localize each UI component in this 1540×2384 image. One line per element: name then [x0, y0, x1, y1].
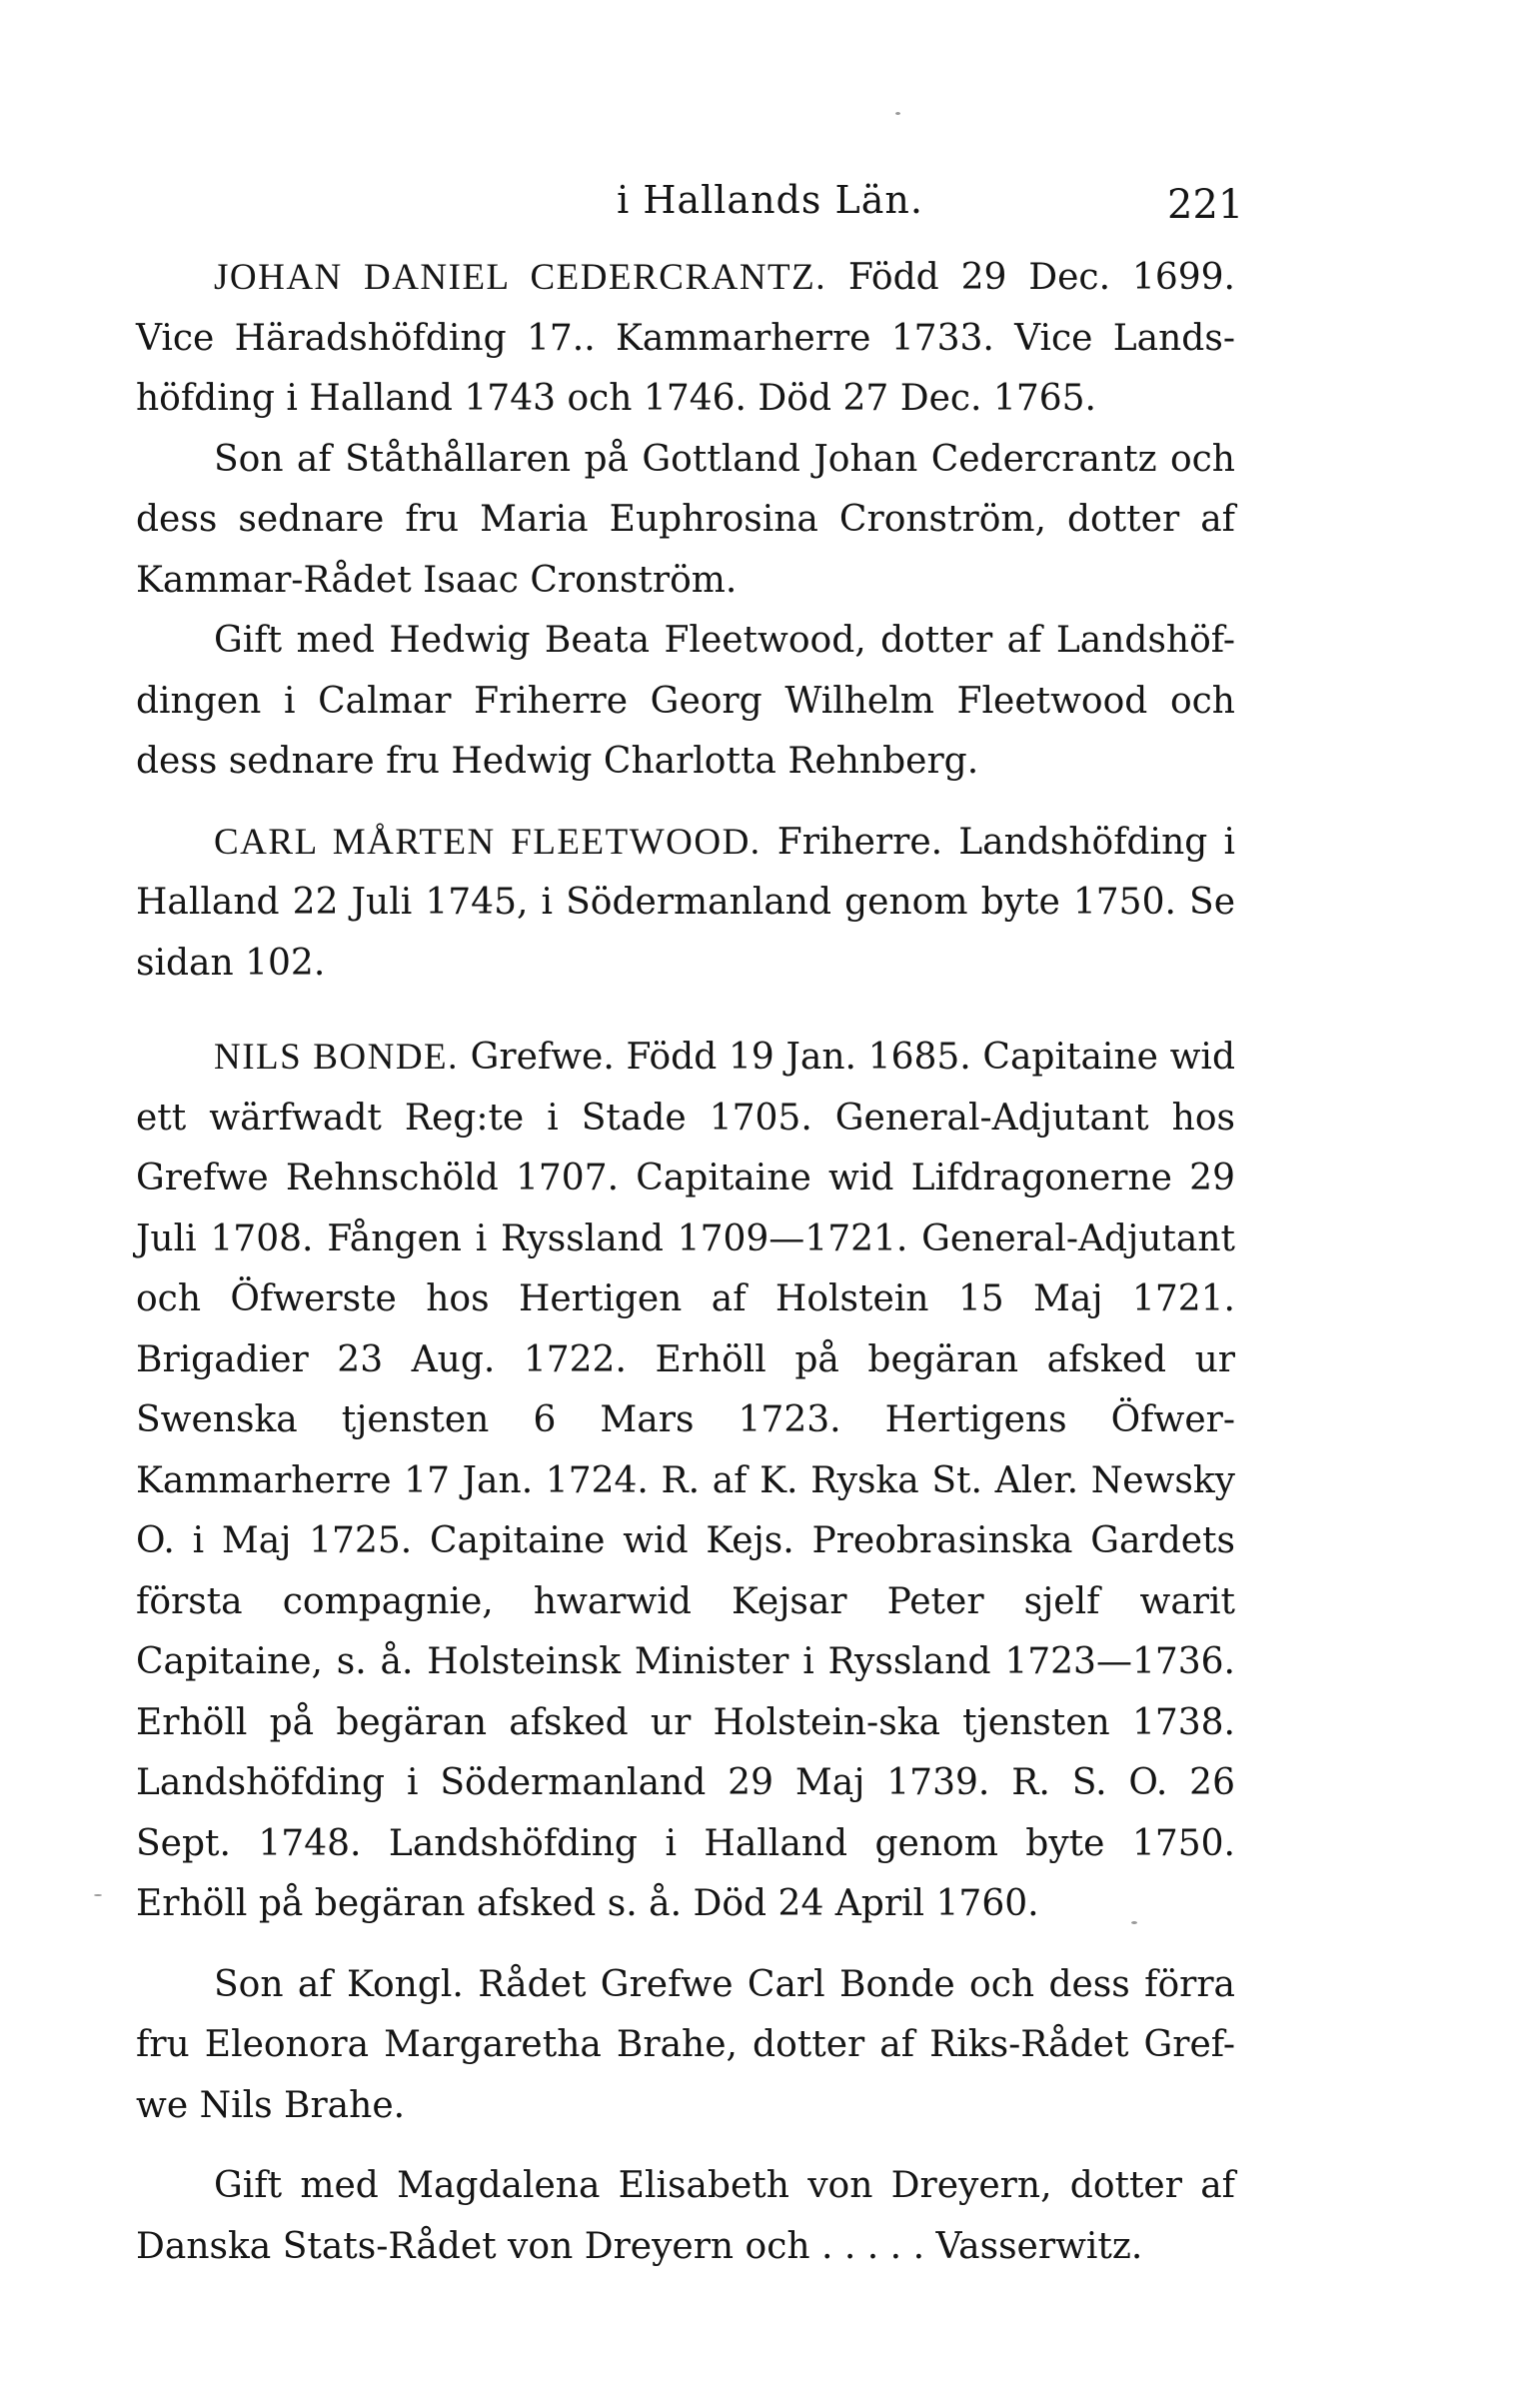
entry-marriage: [136, 611, 1235, 793]
running-title: i Hallands Län.: [617, 178, 923, 222]
person-name: CARL MÅRTEN FLEETWOOD.: [214, 821, 762, 863]
entry-text: Gift med Magdalena Elisabeth von Dreyern, dotter af Danska Stats-Rådet von Dreyern och . . . . . Vasserwitz.: [136, 2165, 1235, 2267]
entry-text: Född 29 Dec. 1699. Vice Häradshöfding 17.. Kammarherre 1733. Vice Lands-höfding i Halland 1743 och 1746. Död 27 Dec. 1765.: [136, 257, 1235, 419]
person-name: JOHAN DANIEL CEDERCRANTZ.: [214, 257, 827, 298]
entry-text: Son af Kongl. Rådet Grefwe Carl Bonde och dess förra fru Eleonora Margaretha Brahe, dotter af Riks-Rådet Gref-we Nils Brahe.: [136, 1963, 1235, 2126]
entry-fleetwood: [136, 813, 1235, 995]
scan-speck: [895, 112, 900, 115]
person-name: NILS BONDE.: [214, 1037, 459, 1078]
entry-bonde: [136, 1028, 1235, 1935]
entry-marriage: [136, 2156, 1235, 2277]
entry-text: Friherre. Landshöfding i Halland 22 Juli 1745, i Södermanland genom byte 1750. Se sidan 102.: [136, 821, 1235, 984]
scan-speck: [1131, 1921, 1137, 1924]
entry-parentage: [136, 430, 1235, 612]
entry-text: Gift med Hedwig Beata Fleetwood, dotter af Landshöf-dingen i Calmar Friherre Georg Wilhelm Fleetwood och dess sednare fru Hedwig Charlotta Rehnberg.: [136, 620, 1235, 782]
body-text: [136, 248, 1235, 2277]
page-number: 221: [1167, 182, 1244, 228]
entry-text: Son af Ståthållaren på Gottland Johan Cedercrantz och dess sednare fru Maria Euphrosina Cronström, dotter af Kammar-Rådet Isaac Cronström.: [136, 438, 1235, 601]
entry-parentage: [136, 1955, 1235, 2137]
entry-text: Grefwe. Född 19 Jan. 1685. Capitaine wid ett wärfwadt Reg:te i Stade 1705. General-Adjutant hos Grefwe Rehnschöld 1707. Capitaine wid Lifdragonerne 29 Juli 1708. Fången i Ryssland 1709—1721. General-Adjutant och Öfwerste hos Hertigen af Holstein 15 Maj 1721. Brigadier 23 Aug. 1722. Erhöll på begäran afsked ur Swenska tjensten 6 Mars 1723. Hertigens Öfwer-Kammarherre 17 Jan. 1724. R. af K. Ryska St. Aler. Newsky O. i Maj 1725. Capitaine wid Kejs. Preobrasinska Gardets första compagnie, hwarwid Kejsar Peter sjelf warit Capitaine, s. å. Holsteinsk Minister i Ryssland 1723—1736. Erhöll på begäran afsked ur Holstein-ska tjensten 1738. Landshöfding i Södermanland 29 Maj 1739. R. S. O. 26 Sept. 1748. Landshöfding i Halland genom byte 1750. Erhöll på begäran afsked s. å. Död 24 April 1760.: [136, 1037, 1235, 1924]
entry-cedercrantz: [136, 248, 1235, 430]
scan-speck: [94, 1894, 102, 1896]
